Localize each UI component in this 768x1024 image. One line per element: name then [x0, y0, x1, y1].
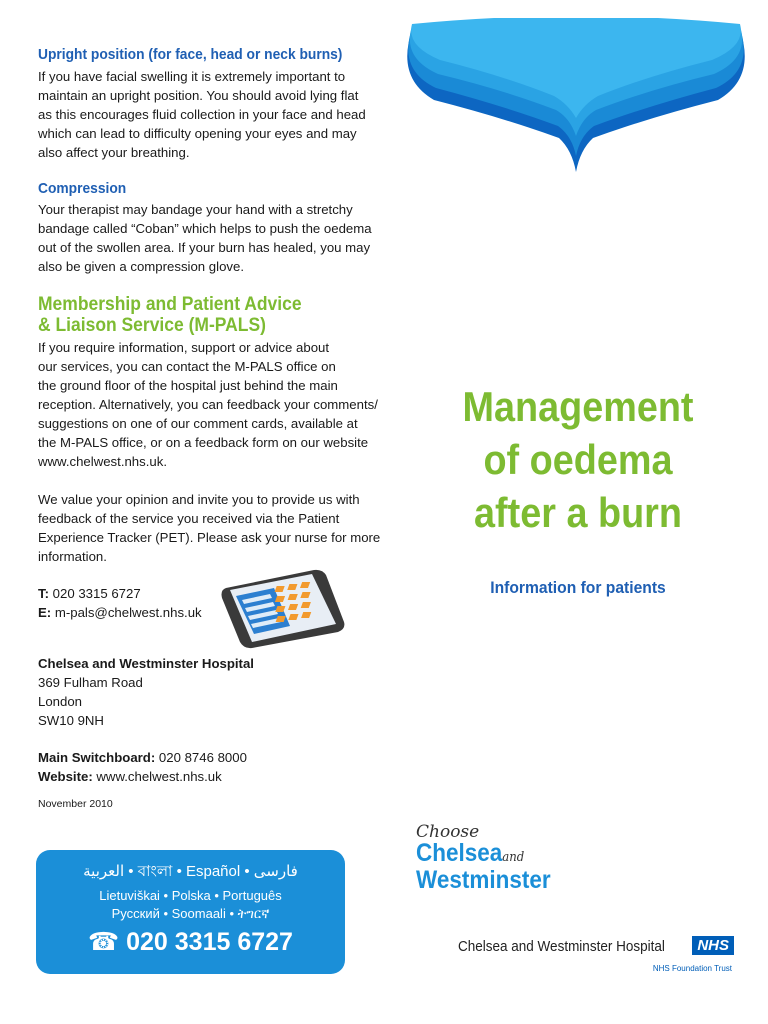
- mpals-line: reception. Alternatively, you can feedback your comments/: [38, 397, 378, 412]
- nhs-trust-name: NHS Foundation Trust: [652, 964, 732, 973]
- mpals-website-link[interactable]: www.chelwest.nhs.uk.: [38, 454, 167, 469]
- translation-languages-box: [36, 850, 345, 974]
- document-subtitle: Information for patients: [490, 578, 666, 597]
- upright-heading: Upright position (for face, head or neck burns): [38, 46, 343, 63]
- languages-line: العربية • বাংলা • Español • فارسی: [83, 863, 298, 880]
- mpals-heading: [38, 294, 348, 336]
- mpals-line: the ground floor of the hospital just behind the main: [38, 378, 338, 393]
- nhs-trust-logo: [458, 937, 734, 973]
- phone-icon: ☎: [88, 928, 120, 956]
- compression-line: out of the swollen area. If your burn has healed, you may: [38, 240, 371, 255]
- nhs-badge: NHS: [692, 936, 734, 955]
- translation-phone[interactable]: [36, 927, 345, 957]
- patient-experience-tracker-device-image: [218, 566, 348, 650]
- logo-and-text: and: [502, 850, 525, 865]
- publication-date: November 2010: [38, 798, 113, 810]
- wave-banner-graphic: [398, 18, 754, 174]
- website-link[interactable]: www.chelwest.nhs.uk: [96, 769, 222, 784]
- compression-line: also be given a compression glove.: [38, 259, 244, 274]
- choose-chelsea-westminster-logo: [416, 822, 576, 894]
- title-line: after a burn: [474, 489, 682, 536]
- compression-line: Your therapist may bandage your hand with a stretchy: [38, 202, 353, 217]
- email-label: E:: [38, 605, 52, 620]
- mpals-line: suggestions on one of our comment cards, available at: [38, 416, 358, 431]
- title-line: Management: [462, 383, 694, 430]
- mpals-line: our services, you can contact the M-PALS office on: [38, 359, 336, 374]
- mpals-line: If you require information, support or advice about: [38, 340, 330, 355]
- translation-phone-number: 020 3315 6727: [126, 928, 293, 956]
- upright-line: If you have facial swelling it is extremely important to: [38, 69, 346, 84]
- tel-label: T:: [38, 586, 49, 601]
- hospital-address: [38, 654, 348, 730]
- left-column: [38, 46, 381, 810]
- upright-line: maintain an upright position. You should avoid lying flat: [38, 88, 359, 103]
- feedback-text: [38, 490, 381, 566]
- address-line: SW10 9NH: [38, 713, 104, 728]
- languages-line: Русский • Soomaali • ትግርኛ: [111, 906, 270, 921]
- compression-line: bandage called “Coban” which helps to push the oedema: [38, 221, 372, 236]
- email-link[interactable]: m-pals@chelwest.nhs.uk: [54, 605, 202, 620]
- website-label: Website:: [38, 769, 93, 784]
- compression-text: [38, 200, 372, 276]
- footer-hospital-name: Chelsea and Westminster Hospital: [458, 938, 665, 955]
- feedback-line: Experience Tracker (PET). Please ask your nurse for more: [38, 530, 381, 545]
- upright-text: [38, 67, 366, 162]
- switchboard-label: Main Switchboard:: [38, 750, 156, 765]
- address-line: 369 Fulham Road: [38, 675, 143, 690]
- compression-heading: Compression: [38, 180, 127, 197]
- upright-line: also affect your breathing.: [38, 145, 190, 160]
- title-line: of oedema: [483, 436, 673, 483]
- tel-value[interactable]: 020 3315 6727: [52, 586, 141, 601]
- document-title: [414, 380, 742, 539]
- logo-choose-text: Choose: [416, 822, 480, 842]
- languages-line: Lietuviškai • Polska • Português: [99, 888, 282, 903]
- mpals-text: [38, 338, 378, 471]
- feedback-line: We value your opinion and invite you to provide us with: [38, 492, 360, 507]
- feedback-line: feedback of the service you received via the Patient: [38, 511, 340, 526]
- address-line: London: [38, 694, 83, 709]
- logo-westminster-text: Westminster: [416, 866, 551, 894]
- upright-line: as this encourages fluid collection in your face and head: [38, 107, 366, 122]
- feedback-line: information.: [38, 549, 107, 564]
- address-name: Chelsea and Westminster Hospital: [38, 656, 254, 671]
- main-contact: [38, 748, 348, 786]
- upright-line: which can lead to difficulty opening your eyes and may: [38, 126, 357, 141]
- logo-chelsea-text: Chelsea: [416, 839, 503, 867]
- mpals-heading-line: Membership and Patient Advice: [38, 294, 302, 315]
- mpals-line: the M-PALS office, or on a feedback form on our website: [38, 435, 369, 450]
- mpals-heading-line: & Liaison Service (M-PALS): [38, 315, 266, 336]
- switchboard-value[interactable]: 020 8746 8000: [158, 750, 247, 765]
